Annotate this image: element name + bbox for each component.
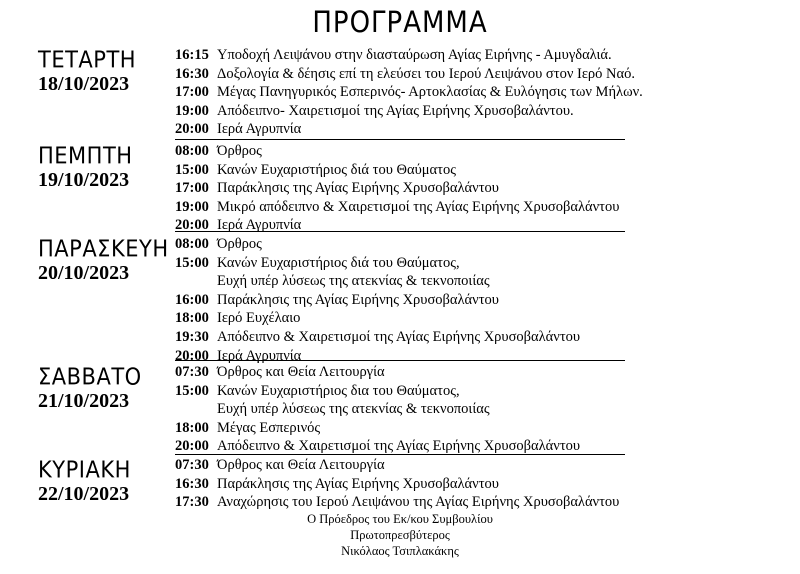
divider — [175, 360, 625, 361]
event-time: 16:30 — [175, 65, 209, 82]
event-text: Όρθρος και Θεία Λειτουργία — [217, 457, 385, 473]
event-text: Απόδειπνο & Χαιρετισμοί της Αγίας Ειρήνης Χρυσοβαλάντου — [217, 328, 581, 345]
footer-line: Πρωτοπρεσβύτερος — [350, 528, 450, 542]
event-time: 16:15 — [175, 47, 209, 63]
event-time: 19:30 — [175, 328, 209, 345]
event-text: Υποδοχή Λειψάνου στην διασταύρωση Αγίας Ειρήνης - Αμυγδαλιά. — [217, 47, 612, 63]
schedule-row — [175, 120, 695, 139]
schedule-row — [175, 382, 695, 401]
event-text: Όρθρος και Θεία Λειτουργία — [217, 364, 385, 380]
event-time: 20:00 — [175, 438, 209, 455]
event-time: 20:00 — [175, 217, 209, 234]
schedule-row — [175, 291, 695, 310]
divider — [175, 454, 625, 455]
schedule-list — [175, 142, 695, 235]
day-name: ΤΕΤΑΡΤΗ — [38, 46, 137, 73]
event-text: Ευχή υπέρ λύσεως της ατεκνίας & τεκνοποιίας — [217, 273, 490, 290]
event-text: Ιερό Ευχέλαιο — [217, 310, 301, 327]
schedule-row — [175, 272, 695, 291]
schedule-row — [175, 142, 695, 161]
event-time: 16:00 — [175, 291, 209, 308]
schedule-row — [175, 102, 695, 121]
day-date: 18/10/2023 — [38, 73, 130, 95]
event-text: Κανών Ευχαριστήριος δια του Θαύματος, — [217, 382, 460, 399]
event-time: 17:00 — [175, 84, 209, 101]
footer-line: Νικόλαος Τσιπλακάκης — [341, 544, 459, 558]
event-time: 18:00 — [175, 419, 209, 436]
day-name: ΠΑΡΑΣΚΕΥΗ — [38, 235, 169, 262]
schedule-row — [175, 235, 695, 254]
schedule-row — [175, 456, 695, 475]
event-text: Μέγας Πανηγυρικός Εσπερινός- Αρτοκλασίας & Ευλόγησις των Μήλων. — [217, 84, 643, 101]
divider — [175, 231, 625, 232]
schedule-row — [175, 328, 695, 347]
schedule-row — [175, 179, 695, 198]
schedule-row — [175, 493, 695, 512]
event-text: Απόδειπνο & Χαιρετισμοί της Αγίας Ειρήνης Χρυσοβαλάντου — [217, 438, 581, 455]
schedule-row — [175, 161, 695, 180]
event-time: 20:00 — [175, 121, 209, 138]
day-date: 22/10/2023 — [38, 483, 130, 505]
schedule-row — [175, 419, 695, 438]
event-time: 15:00 — [175, 254, 209, 271]
event-time: 07:30 — [175, 457, 209, 473]
event-time: 08:00 — [175, 143, 209, 159]
page-title: ΠΡΟΓΡΑΜΜΑ — [312, 6, 488, 40]
schedule-list — [175, 46, 695, 139]
event-time: 17:00 — [175, 180, 209, 197]
event-text: Κανών Ευχαριστήριος διά του Θαύματος, — [217, 254, 460, 271]
event-time — [175, 272, 217, 291]
event-time — [175, 400, 217, 419]
day-date: 19/10/2023 — [38, 169, 130, 191]
event-text: Μικρό απόδειπνο & Χαιρετισμοί της Αγίας Ειρήνης Χρυσοβαλάντου — [217, 198, 620, 215]
event-time: 20:00 — [175, 347, 209, 364]
event-text: Παράκλησις της Αγίας Ειρήνης Χρυσοβαλάντου — [217, 475, 499, 492]
schedule-row — [175, 400, 695, 419]
event-text: Όρθρος — [217, 143, 262, 159]
day-date: 20/10/2023 — [38, 262, 130, 284]
schedule-row — [175, 475, 695, 494]
schedule-list — [175, 456, 695, 512]
day-name: ΣΑΒΒΑΤΟ — [38, 363, 142, 390]
schedule-row — [175, 198, 695, 217]
event-time: 15:00 — [175, 382, 209, 399]
day-name: ΚΥΡΙΑΚΗ — [38, 456, 131, 483]
footer-line: Ο Πρόεδρος του Εκ/κου Συμβουλίου — [307, 512, 493, 526]
event-time: 15:00 — [175, 161, 209, 178]
schedule-row — [175, 363, 695, 382]
event-time: 07:30 — [175, 364, 209, 380]
schedule-list — [175, 235, 695, 365]
event-text: Παράκλησις της Αγίας Ειρήνης Χρυσοβαλάντου — [217, 180, 499, 197]
event-time: 19:00 — [175, 102, 209, 119]
schedule-row — [175, 83, 695, 102]
event-text: Αναχώρησις του Ιερού Λειψάνου της Αγίας Ειρήνης Χρυσοβαλάντου — [217, 494, 620, 511]
event-time: 08:00 — [175, 236, 209, 252]
event-text: Ευχή υπέρ λύσεως της ατεκνίας & τεκνοποιίας — [217, 401, 490, 418]
event-text: Δοξολογία & δέησις επί τη ελεύσει του Ιερού Λειψάνου στον Ιερό Ναό. — [217, 65, 635, 82]
day-name: ΠΕΜΠΤΗ — [38, 142, 133, 169]
event-text: Ιερά Αγρυπνία — [217, 347, 302, 364]
divider — [175, 139, 625, 140]
event-text: Κανών Ευχαριστήριος διά του Θαύματος — [217, 161, 456, 178]
event-time: 18:00 — [175, 310, 209, 327]
schedule-row — [175, 309, 695, 328]
event-time: 17:30 — [175, 494, 209, 511]
event-text: Μέγας Εσπερινός — [217, 419, 321, 436]
event-text: Ιερά Αγρυπνία — [217, 217, 302, 234]
schedule-list — [175, 363, 695, 456]
event-text: Απόδειπνο- Χαιρετισμοί της Αγίας Ειρήνης Χρυσοβαλάντου. — [217, 102, 574, 119]
schedule-row — [175, 254, 695, 273]
signature-block — [160, 511, 640, 559]
schedule-row — [175, 216, 695, 235]
event-time: 19:00 — [175, 198, 209, 215]
day-date: 21/10/2023 — [38, 390, 130, 412]
event-text: Ιερά Αγρυπνία — [217, 121, 302, 138]
schedule-row — [175, 46, 695, 65]
event-time: 16:30 — [175, 475, 209, 492]
event-text: Όρθρος — [217, 236, 262, 252]
schedule-row — [175, 65, 695, 84]
event-text: Παράκλησις της Αγίας Ειρήνης Χρυσοβαλάντου — [217, 291, 499, 308]
